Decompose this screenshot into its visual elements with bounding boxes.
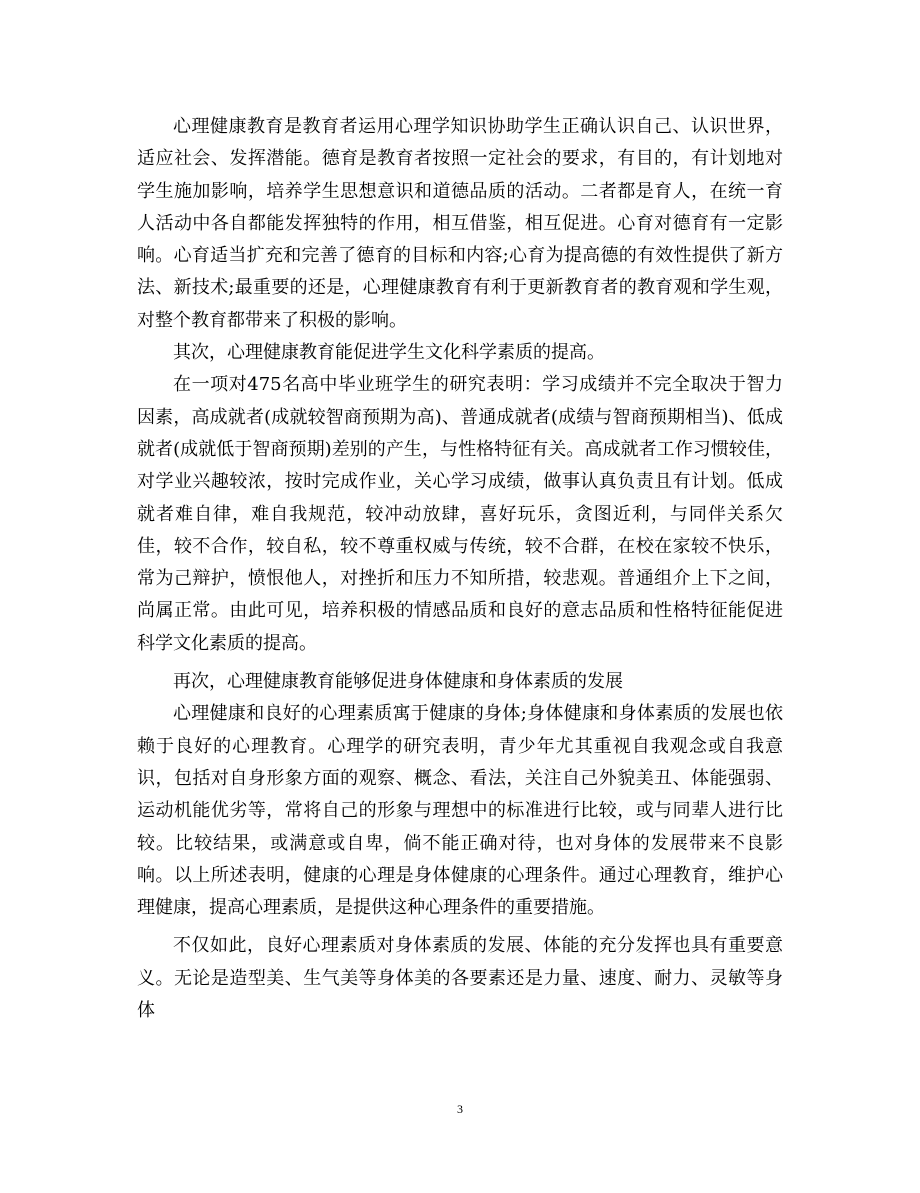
paragraph-physical-health: 心理健康和良好的心理素质寓于健康的身体;身体健康和身体素质的发展也依赖于良好的心理教育。心理学的研究表明，青少年尤其重视自我观念或自我意识，包括对自身形象方面的观察、概念、看法，关注自己外貌美丑、体能强弱、运动机能优劣等，常将自己的形象与理想中的标准进行比较，或与同辈人进行比较。比较结果，或满意或自卑，倘不能正确对待，也对身体的发展带来不良影响。以上所述表明，健康的心理是身体健康的心理条件。通过心理教育，维护心理健康，提高心理素质，是提供这种心理条件的重要措施。 (137, 703, 783, 919)
paragraph-physical-quality: 不仅如此，良好心理素质对身体素质的发展、体能的充分发挥也具有重要意义。无论是造型美、生气美等身体美的各要素还是力量、速度、耐力、灵敏等身体 (137, 935, 783, 1022)
paragraph-moral-education: 心理健康教育是教育者运用心理学知识协助学生正确认识自己、认识世界，适应社会、发挥潜能。德育是教育者按照一定社会的要求，有目的，有计划地对学生施加影响，培养学生思想意识和道德品质的活动。二者都是育人，在统一育人活动中各自都能发挥独特的作用，相互借鉴，相互促进。心育对德育有一定影响。心育适当扩充和完善了德育的目标和内容;心育为提高德的有效性提供了新方法、新技术;最重要的还是，心理健康教育有利于更新教育者的教育观和学生观，对整个教育都带来了积极的影响。 (137, 116, 783, 331)
document-body (137, 111, 783, 1027)
paragraph-heading-physical-health: 再次，心理健康教育能够促进身体健康和身体素质的发展 (173, 671, 623, 693)
paragraph-heading-culture-science: 其次，心理健康教育能促进学生文化科学素质的提高。 (173, 342, 605, 364)
paragraph-study-results: 在一项对475名高中毕业班学生的研究表明：学习成绩并不完全取决于智力因素，高成就者(成就较智商预期为高)、普通成就者(成绩与智商预期相当)、低成就者(成就低于智商预期)差别的产生，与性格特征有关。高成就者工作习惯较佳，对学业兴趣较浓，按时完成作业，关心学习成绩，做事认真负责且有计划。低成就者难自律，难自我规范，较冲动放肆，喜好玩乐，贪图近利，与同伴关系欠佳，较不合作，较自私，较不尊重权威与传统，较不合群，在校在家较不快乐，常为己辩护，愤恨他人，对挫折和压力不知所措，较悲观。普通组介上下之间，尚属正常。由此可见，培养积极的情感品质和良好的意志品质和性格特征能促进科学文化素质的提高。 (137, 374, 783, 654)
page-number: 3 (457, 1102, 463, 1116)
